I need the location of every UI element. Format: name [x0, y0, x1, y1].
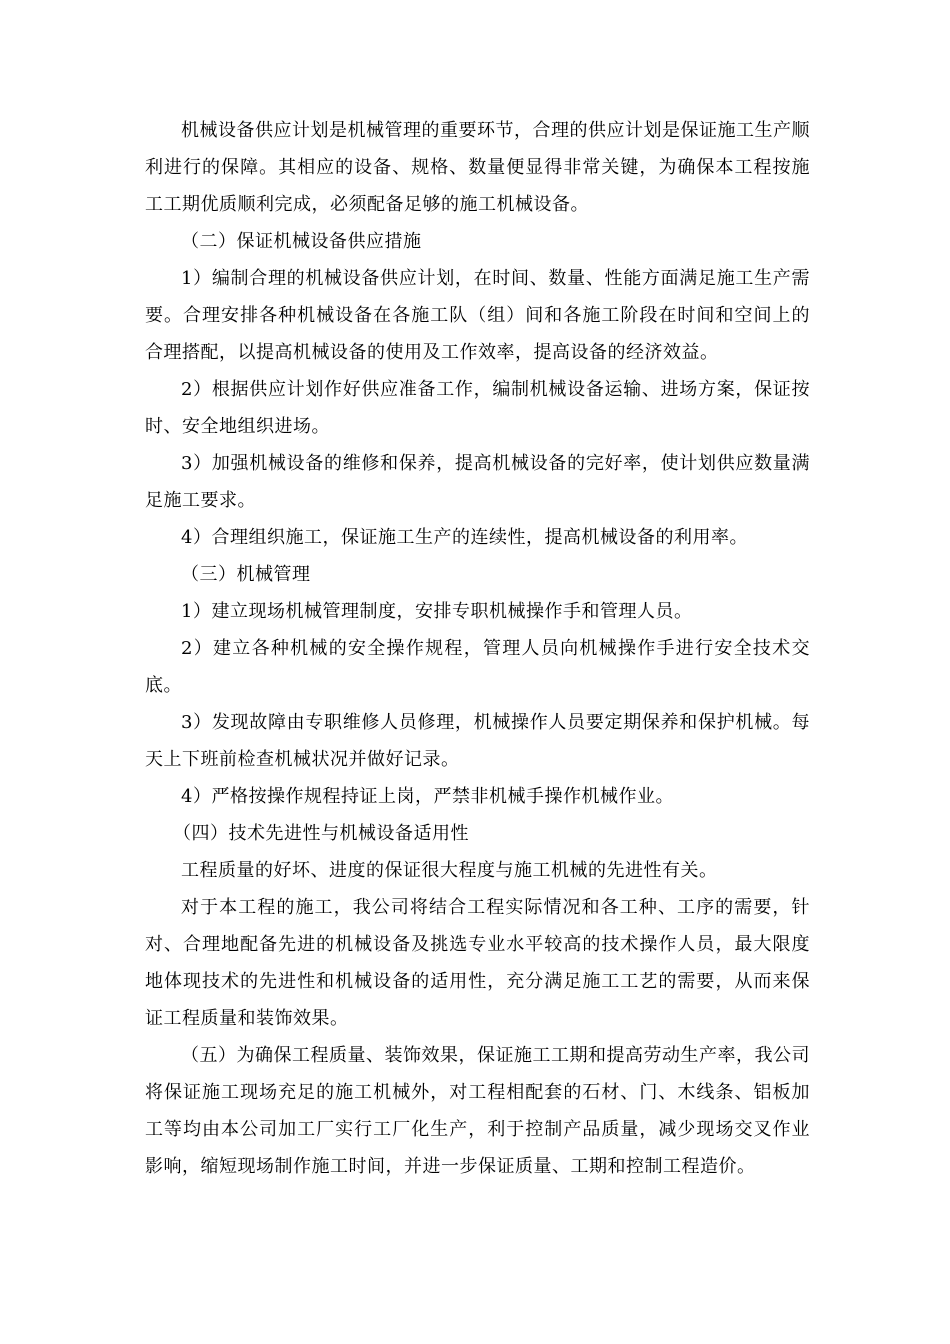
list-item: 1）编制合理的机械设备供应计划，在时间、数量、性能方面满足施工生产需要。合理安排各种机械设备在各施工队（组）间和各施工阶段在时间和空间上的合理搭配，以提高机械设备的使用及工作效率，提高设备的经济效益。: [145, 268, 810, 363]
list-item: 4）严格按操作规程持证上岗，严禁非机械手操作机械作业。: [181, 786, 674, 807]
paragraph: 工程质量的好坏、进度的保证很大程度与施工机械的先进性有关。: [181, 860, 718, 881]
list-item: 2）建立各种机械的安全操作规程，管理人员向机械操作手进行安全技术交底。: [145, 638, 810, 696]
section-heading-3: （三）机械管理: [181, 564, 311, 585]
section-heading-4: （四）技术先进性与机械设备适用性: [173, 823, 469, 844]
paragraph-section-5: （五）为确保工程质量、装饰效果，保证施工工期和提高劳动生产率，我公司将保证施工现场充足的施工机械外，对工程相配套的石材、门、木线条、铝板加工等均由本公司加工厂实行工厂化生产，利于控制产品质量，减少现场交叉作业影响，缩短现场制作施工时间，并进一步保证质量、工期和控制工程造价。: [145, 1045, 810, 1177]
document-body: [145, 112, 810, 1185]
list-item: 4）合理组织施工，保证施工生产的连续性，提高机械设备的利用率。: [181, 527, 748, 548]
section-heading-2: （二）保证机械设备供应措施: [181, 231, 422, 252]
list-item: 3）发现故障由专职维修人员修理，机械操作人员要定期保养和保护机械。每天上下班前检查机械状况并做好记录。: [145, 712, 810, 770]
paragraph-intro: 机械设备供应计划是机械管理的重要环节，合理的供应计划是保证施工生产顺利进行的保障。其相应的设备、规格、数量便显得非常关键，为确保本工程按施工工期优质顺利完成，必须配备足够的施工机械设备。: [145, 120, 810, 215]
list-item: 2）根据供应计划作好供应准备工作，编制机械设备运输、进场方案，保证按时、安全地组织进场。: [145, 379, 810, 437]
paragraph: 对于本工程的施工，我公司将结合工程实际情况和各工种、工序的需要，针对、合理地配备先进的机械设备及挑选专业水平较高的技术操作人员，最大限度地体现技术的先进性和机械设备的适用性，充分满足施工工艺的需要，从而来保证工程质量和装饰效果。: [145, 897, 810, 1029]
list-item: 3）加强机械设备的维修和保养，提高机械设备的完好率，使计划供应数量满足施工要求。: [145, 453, 810, 511]
list-item: 1）建立现场机械管理制度，安排专职机械操作手和管理人员。: [181, 601, 693, 622]
